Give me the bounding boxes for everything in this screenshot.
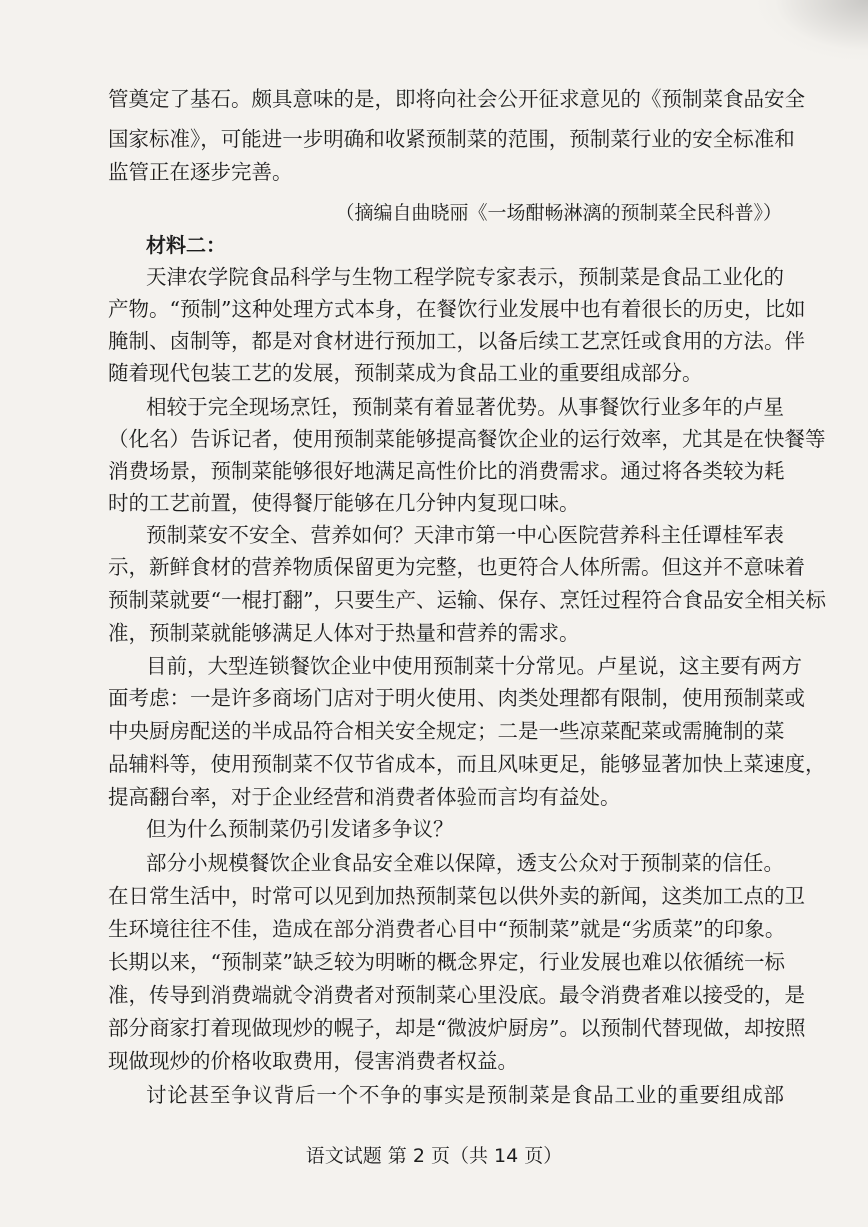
text-line: 预制菜就要“一棍打翻”，只要生产、运输、保存、烹饪过程符合食品安全相关标 <box>108 588 826 612</box>
text-line: 讨论甚至争议背后一个不争的事实是预制菜是食品工业的重要组成部 <box>146 1083 784 1107</box>
text-line: 监管正在逐步完善。 <box>108 160 293 184</box>
text-line: 国家标准》，可能进一步明确和收紧预制菜的范围，预制菜行业的安全标准和 <box>108 127 795 151</box>
text-line: 生环境往往不佳，造成在部分消费者心目中“预制菜”就是“劣质菜”的印象。 <box>108 917 786 941</box>
text-line: 时的工艺前置，使得餐厅能够在几分钟内复现口味。 <box>108 491 580 515</box>
text-line: 腌制、卤制等，都是对食材进行预加工，以备后续工艺烹饪或食用的方法。伴 <box>108 329 805 353</box>
text-line: 示，新鲜食材的营养物质保留更为完整，也更符合人体所需。但这并不意味着 <box>108 555 805 579</box>
text-line: 部分商家打着现做现炒的幌子，却是“微波炉厨房”。以预制代替现做，却按照 <box>108 1016 806 1040</box>
text-line: 但为什么预制菜仍引发诸多争议？ <box>146 817 454 841</box>
text-line: 目前，大型连锁餐饮企业中使用预制菜十分常见。卢星说，这主要有两方 <box>146 654 802 678</box>
text-line: 相较于完全现场烹饪，预制菜有着显著优势。从事餐饮行业多年的卢星 <box>146 395 784 419</box>
text-line: 随着现代包装工艺的发展，预制菜成为食品工业的重要组成部分。 <box>108 361 703 385</box>
text-line: 管奠定了基石。颇具意味的是，即将向社会公开征求意见的《预制菜食品安全 <box>108 87 805 111</box>
text-line: 提高翻台率，对于企业经营和消费者体验而言均有益处。 <box>108 785 621 809</box>
text-line: 现做现炒的价格收取费用，侵害消费者权益。 <box>108 1049 518 1073</box>
text-line: （化名）告诉记者，使用预制菜能够提高餐饮企业的运行效率，尤其是在快餐等 <box>108 427 826 451</box>
text-line: 品辅料等，使用预制菜不仅节省成本，而且风味更足，能够显著加快上菜速度， <box>108 752 826 776</box>
text-line: 产物。“预制”这种处理方式本身，在餐饮行业发展中也有着很长的历史，比如 <box>108 297 806 321</box>
text-line: 部分小规模餐饮企业食品安全难以保障，透支公众对于预制菜的信任。 <box>146 851 784 875</box>
scan-shadow <box>758 0 868 60</box>
text-line: 预制菜安不安全、营养如何？天津市第一中心医院营养科主任谭桂军表 <box>146 523 784 547</box>
text-line: 准，传导到消费端就令消费者对预制菜心里没底。最令消费者难以接受的，是 <box>108 983 805 1007</box>
text-line: 天津农学院食品科学与生物工程学院专家表示，预制菜是食品工业化的 <box>146 265 784 289</box>
text-line: 面考虑：一是许多商场门店对于明火使用、肉类处理都有限制，使用预制菜或 <box>108 686 805 710</box>
text-line: 准，预制菜就能够满足人体对于热量和营养的需求。 <box>108 621 580 645</box>
section-heading: 材料二： <box>146 233 226 257</box>
text-line: 在日常生活中，时常可以见到加热预制菜包以供外卖的新闻，这类加工点的卫 <box>108 884 805 908</box>
text-line: 中央厨房配送的半成品符合相关安全规定；二是一些凉菜配菜或需腌制的菜 <box>108 719 785 743</box>
source-citation: （摘编自曲晓丽《一场酣畅淋漓的预制菜全民科普》） <box>335 202 782 224</box>
page-footer: 语文试题 第 2 页（共 14 页） <box>305 1145 563 1167</box>
text-line: 长期以来，“预制菜”缺乏较为明晰的概念界定，行业发展也难以依循统一标 <box>108 950 785 974</box>
text-line: 消费场景，预制菜能够很好地满足高性价比的消费需求。通过将各类较为耗 <box>108 459 785 483</box>
